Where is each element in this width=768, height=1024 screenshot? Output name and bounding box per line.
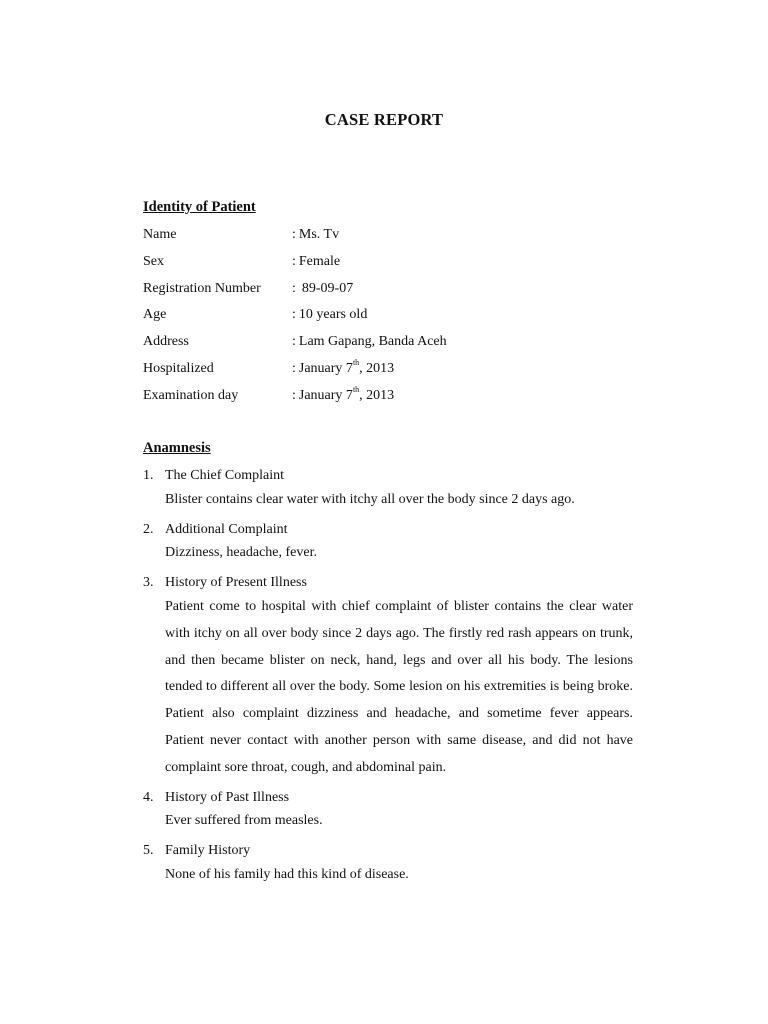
identity-table [143, 225, 663, 413]
identity-heading: Identity of Patient [143, 199, 256, 215]
identity-colon: : [292, 307, 296, 323]
identity-value: 89-09-07 [301, 280, 354, 296]
identity-value: Ms. Tv [298, 227, 340, 242]
list-item-number: 3. [143, 575, 154, 591]
identity-row-examination-day [143, 386, 663, 413]
identity-value: Lam Gapang, Banda Aceh [298, 334, 447, 350]
identity-colon: : [292, 334, 296, 350]
identity-key: Examination day [143, 387, 239, 403]
ordinal-suffix: th [352, 385, 360, 395]
list-item [143, 788, 633, 836]
list-item [143, 520, 633, 568]
ordinal-suffix: th [352, 358, 360, 368]
list-item-body: None of his family had this kind of disease. [165, 866, 409, 882]
identity-value [299, 359, 394, 386]
list-item-body: Blister contains clear water with itchy all over the body since 2 days ago. [165, 491, 575, 507]
page-title: CASE REPORT [324, 110, 444, 129]
identity-key: Hospitalized [143, 360, 214, 376]
identity-colon: : [292, 387, 296, 403]
identity-row-sex [143, 252, 663, 279]
list-item-body: Dizziness, headache, fever. [165, 545, 317, 561]
list-item-number: 1. [143, 468, 154, 483]
anamnesis-heading: Anamnesis [143, 440, 211, 456]
list-item-number: 5. [143, 843, 154, 859]
list-item [143, 573, 633, 781]
identity-colon: : [292, 280, 296, 296]
list-item-title: The Chief Complaint [165, 468, 284, 483]
identity-key: Address [143, 334, 189, 350]
list-item-number: 2. [143, 521, 154, 537]
identity-colon: : [292, 227, 296, 242]
list-item [143, 466, 633, 514]
date-text: January 7 [298, 360, 353, 376]
identity-row-hospitalized [143, 359, 663, 386]
identity-key: Age [143, 307, 167, 323]
identity-colon: : [292, 253, 296, 269]
identity-row-name [143, 225, 663, 252]
list-item-body: Patient come to hospital with chief complaint of blister contains the clear water with itchy on all over body since 2 days ago. The firstly red rash appears on trunk, and then became blister on neck, hand, legs and over all his body. The lesions tended to different all over the body. Some lesion on his extremities is being broke. Patient also complaint dizziness and headache, and sometime fever appears. Patient never contact with another person with same disease, and did not have complaint sore throat, cough, and abdominal pain. [165, 598, 633, 775]
identity-row-address [143, 332, 663, 359]
identity-row-registration-number [143, 279, 663, 306]
list-item [143, 841, 633, 889]
list-item-number: 4. [143, 789, 154, 805]
identity-key: Registration Number [143, 280, 261, 296]
date-text: January 7 [298, 387, 353, 403]
identity-value: 10 years old [298, 307, 368, 323]
list-item-title: History of Past Illness [165, 789, 290, 805]
list-item-body: Ever suffered from measles. [165, 813, 323, 829]
list-item-title: History of Present Illness [165, 575, 307, 591]
identity-value [299, 386, 394, 413]
list-item-title: Family History [165, 843, 251, 859]
identity-key: Sex [143, 253, 164, 269]
identity-row-age [143, 305, 663, 332]
list-item-title: Additional Complaint [165, 521, 288, 537]
identity-key: Name [143, 227, 177, 242]
date-year: , 2013 [359, 360, 395, 376]
date-year: , 2013 [359, 387, 395, 403]
identity-value: Female [298, 253, 341, 269]
identity-colon: : [292, 360, 296, 376]
anamnesis-list [143, 466, 633, 895]
